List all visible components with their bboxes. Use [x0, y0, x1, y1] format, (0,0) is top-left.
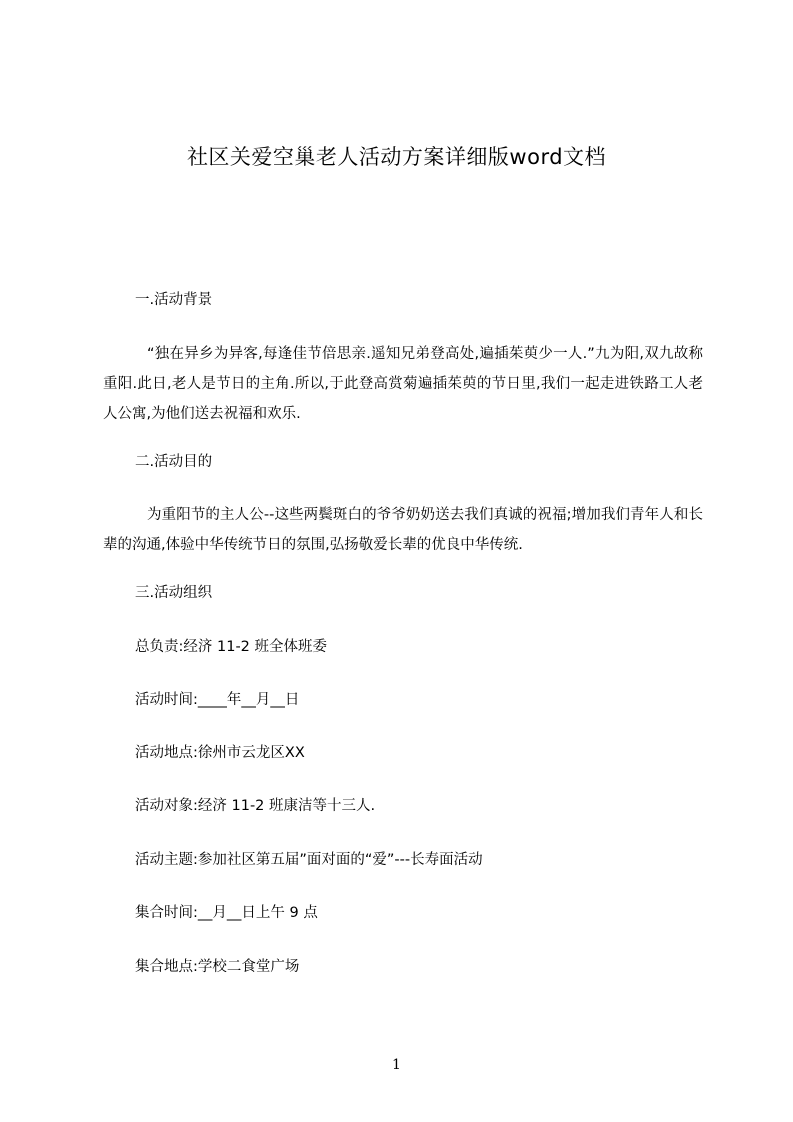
document-title: 社区关爱空巢老人活动方案详细版word文档 — [186, 145, 607, 169]
page-number: 1 — [392, 1057, 401, 1073]
detail-lead: 总负责:经济 11-2 班全体班委 — [135, 639, 328, 655]
detail-time: 活动时间:____年__月__日 — [135, 692, 300, 708]
section-heading-background: 一.活动背景 — [135, 292, 213, 308]
detail-location: 活动地点:徐州市云龙区XX — [135, 745, 305, 761]
detail-gather-time: 集合时间:__月__日上午 9 点 — [135, 905, 318, 921]
section-heading-organization: 三.活动组织 — [135, 585, 213, 601]
detail-participants: 活动对象:经济 11-2 班康洁等十三人. — [135, 798, 376, 814]
detail-theme: 活动主题:参加社区第五届”面对面的“爱”---长寿面活动 — [135, 852, 483, 868]
section-heading-purpose: 二.活动目的 — [135, 454, 213, 470]
purpose-paragraph: 为重阳节的主人公--这些两鬓斑白的爷爷奶奶送去我们真诚的祝福;增加我们青年人和长辈的沟通,体验中华传统节日的氛围,弘扬敬爱长辈的优良中华传统. — [103, 507, 703, 553]
background-paragraph: “独在异乡为异客,每逢佳节倍思亲.遥知兄弟登高处,遍插茱萸少一人.”九为阳,双九故称重阳.此日,老人是节日的主角.所以,于此登高赏菊遍插茱萸的节日里,我们一起走进铁路工人老人公寓,为他们送去祝福和欢乐. — [103, 346, 703, 422]
detail-gather-place: 集合地点:学校二食堂广场 — [135, 959, 300, 975]
